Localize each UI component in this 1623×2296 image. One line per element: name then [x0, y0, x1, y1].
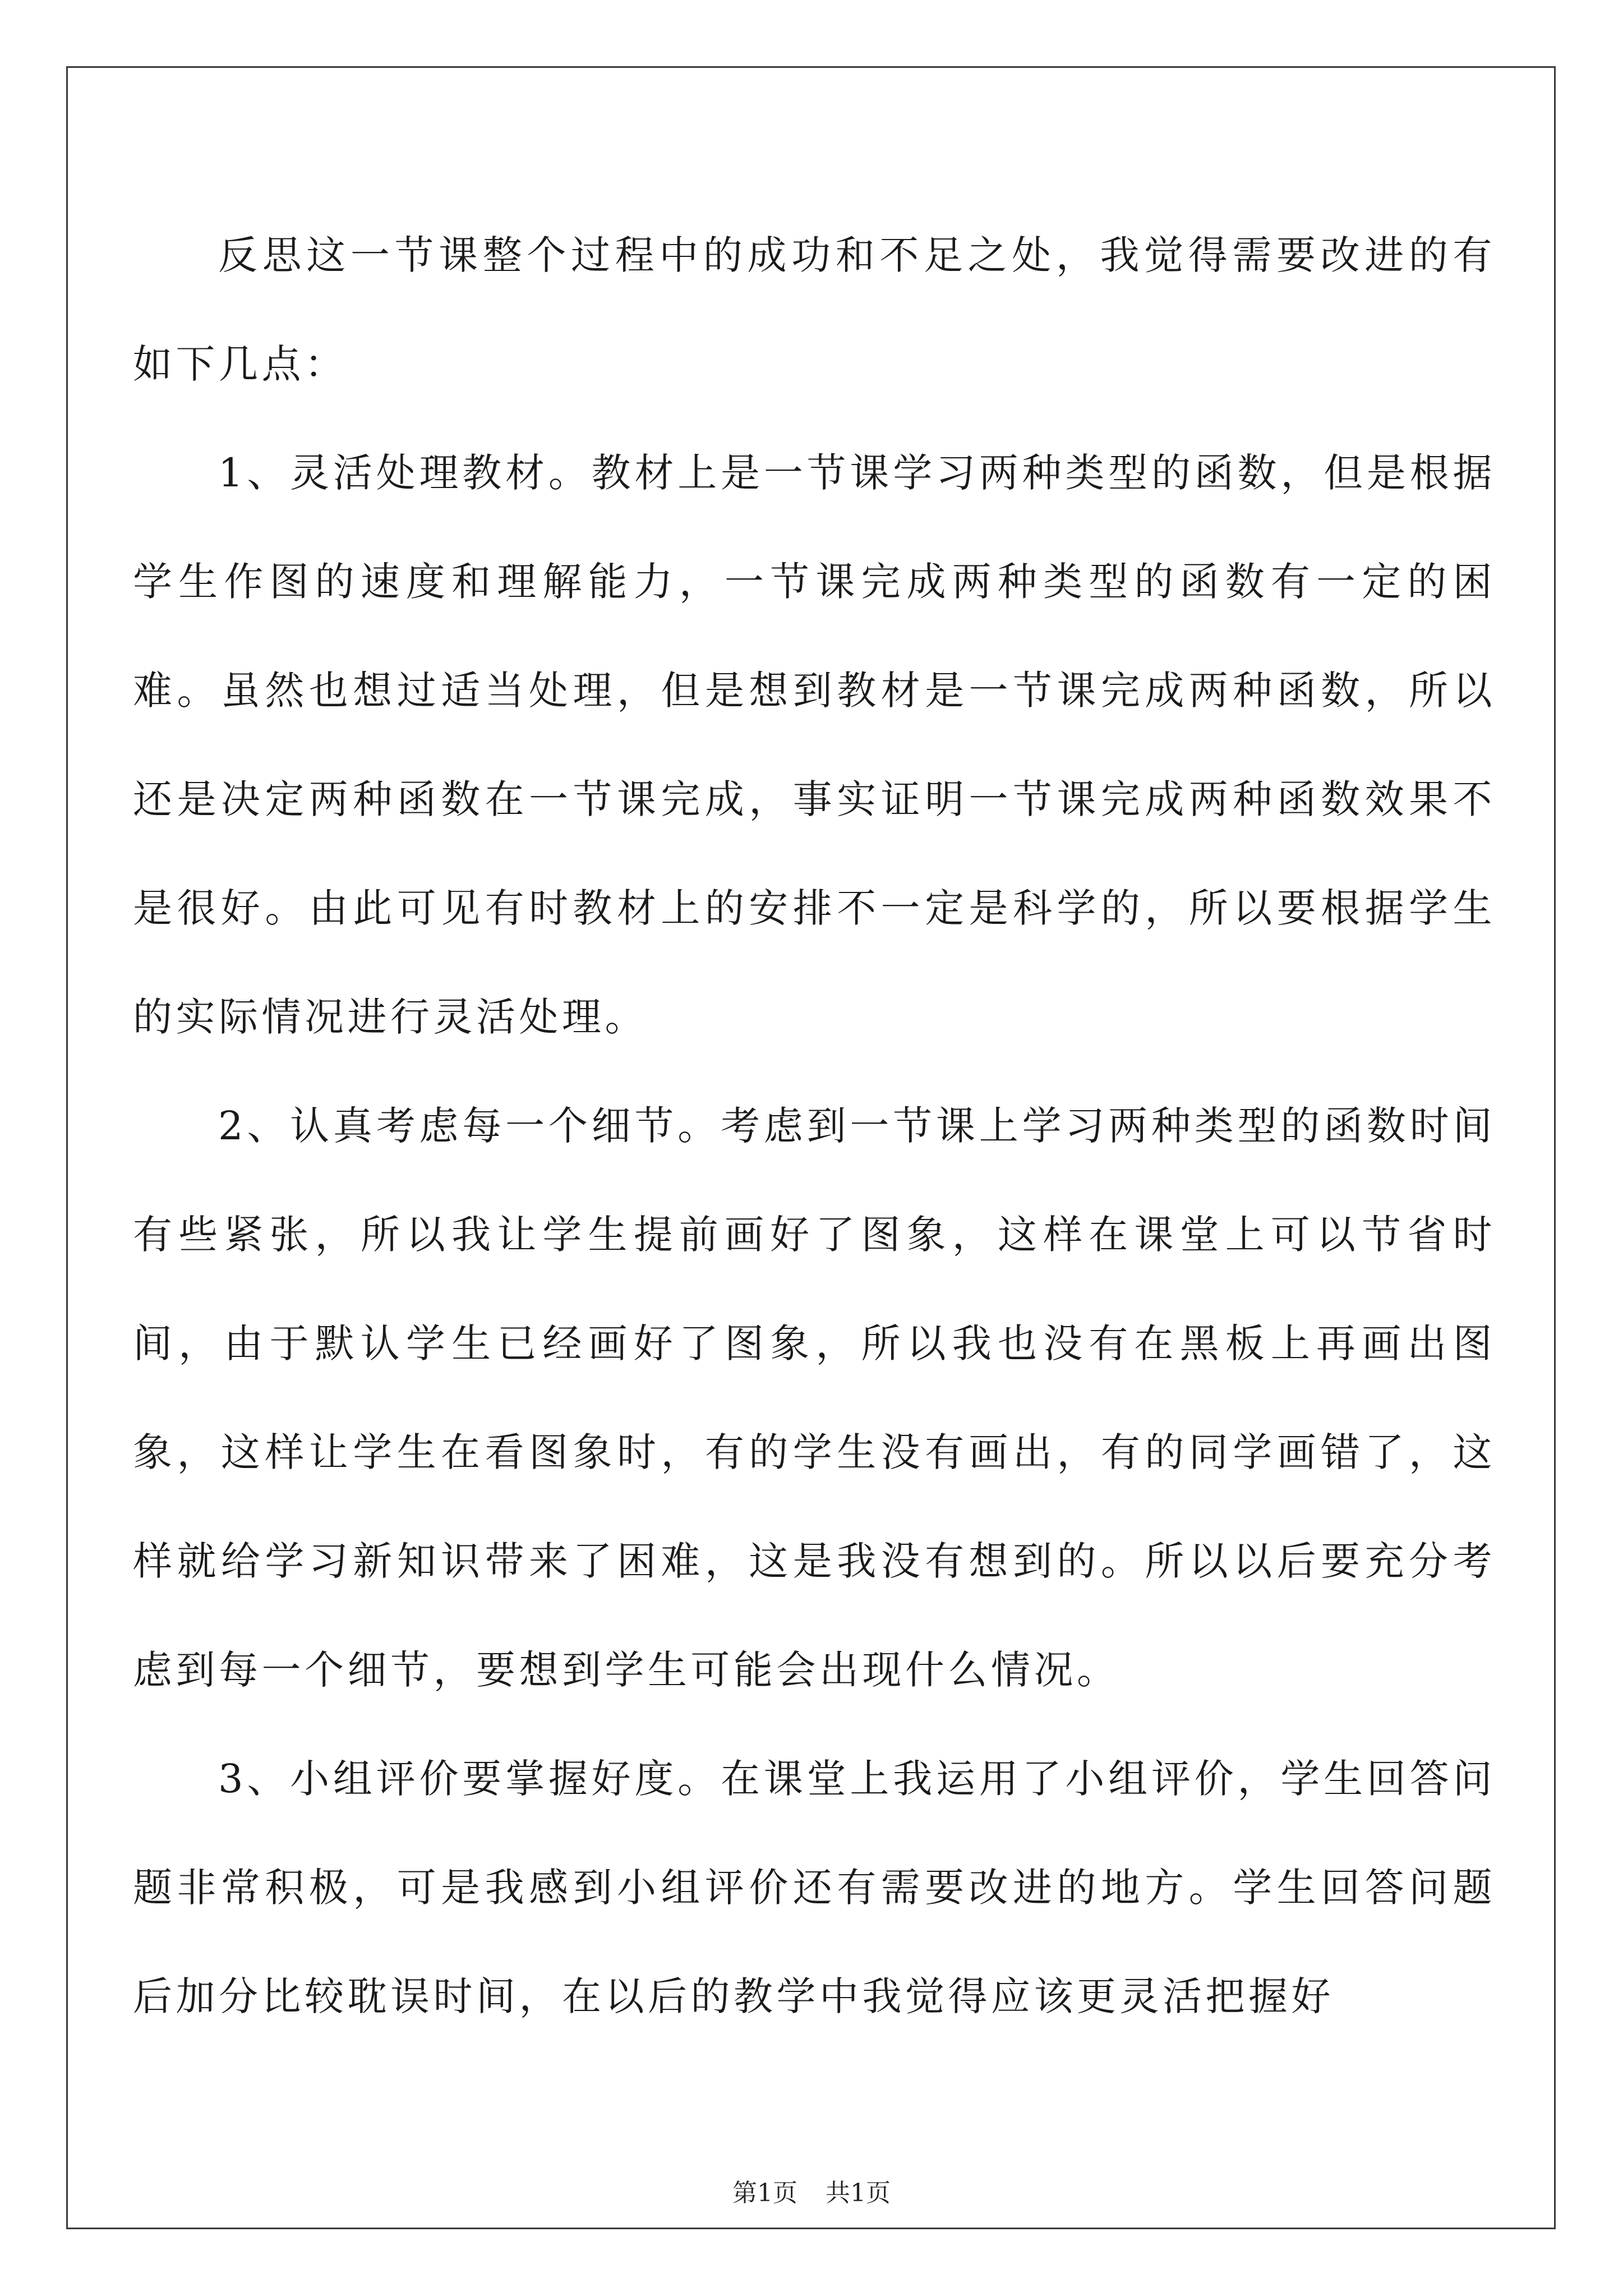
- paragraph-point-3: 3、小组评价要掌握好度。在课堂上我运用了小组评价，学生回答问题非常积极，可是我感到小组评价还有需要改进的地方。学生回答问题后加分比较耽误时间，在以后的教学中我觉得应该更灵活把握好: [133, 1756, 1496, 2019]
- page-total: 共1页: [826, 2179, 891, 2207]
- paragraph-intro: 反思这一节课整个过程中的成功和不足之处，我觉得需要改进的有如下几点：: [133, 232, 1496, 387]
- page-footer: [0, 2177, 1623, 2210]
- page-number: 第1页: [732, 2179, 797, 2207]
- paragraph-point-2: 2、认真考虑每一个细节。考虑到一节课上学习两种类型的函数时间有些紧张，所以我让学生提前画好了图象，这样在课堂上可以节省时间，由于默认学生已经画好了图象，所以我也没有在黑板上再画出图象，这样让学生在看图象时，有的学生没有画出，有的同学画错了，这样就给学习新知识带来了困难，这是我没有想到的。所以以后要充分考虑到每一个细节，要想到学生可能会出现什么情况。: [133, 1103, 1496, 1693]
- paragraph-point-1: 1、灵活处理教材。教材上是一节课学习两种类型的函数，但是根据学生作图的速度和理解能力，一节课完成两种类型的函数有一定的困难。虽然也想过适当处理，但是想到教材是一节课完成两种函数，所以还是决定两种函数在一节课完成，事实证明一节课完成两种函数效果不是很好。由此可见有时教材上的安排不一定是科学的，所以要根据学生的实际情况进行灵活处理。: [133, 450, 1496, 1040]
- document-body: [133, 201, 1496, 2051]
